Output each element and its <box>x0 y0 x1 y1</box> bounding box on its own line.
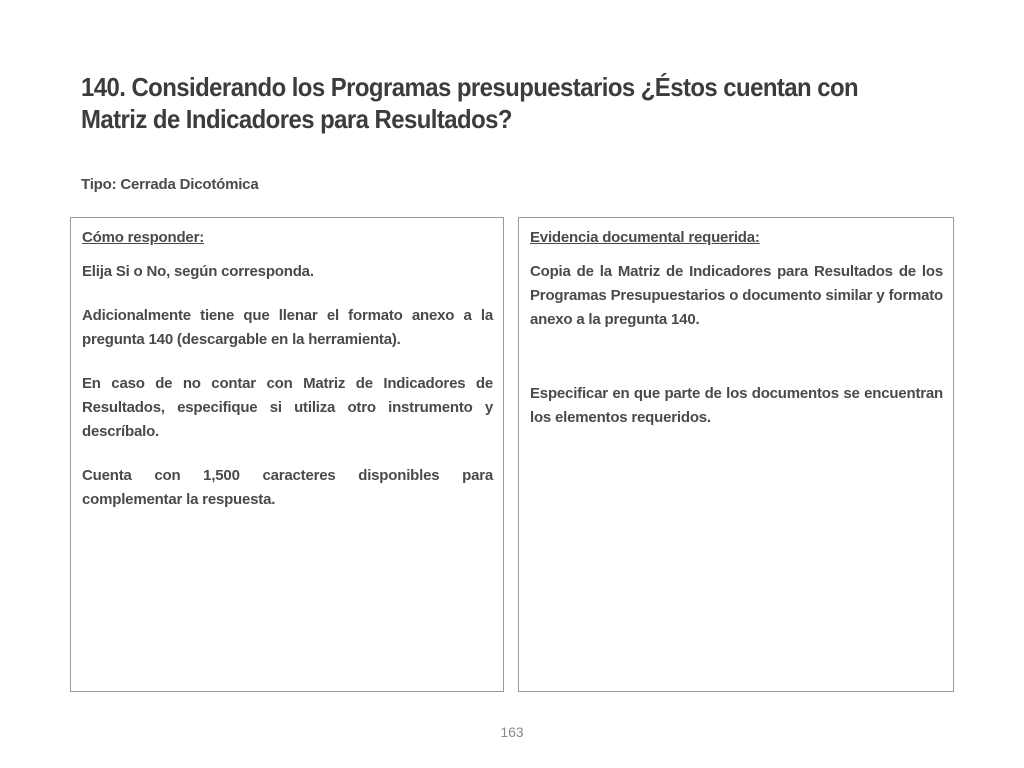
required-evidence-paragraph: Especificar en que parte de los documentos se encuentran los elementos requeridos. <box>530 385 943 426</box>
how-to-answer-paragraph: Adicionalmente tiene que llenar el formato anexo a la pregunta 140 (descargable en la herramienta). <box>82 307 493 348</box>
required-evidence-panel <box>518 217 954 692</box>
how-to-answer-paragraph: Elija Si o No, según corresponda. <box>82 263 314 280</box>
how-to-answer-paragraph: En caso de no contar con Matriz de Indicadores de Resultados, especifique si utiliza otro instrumento y descríbalo. <box>82 375 493 440</box>
page-number: 163 <box>500 724 524 740</box>
how-to-answer-heading: Cómo responder: <box>82 229 205 246</box>
required-evidence-heading: Evidencia documental requerida: <box>530 229 760 246</box>
how-to-answer-paragraph: Cuenta con 1,500 caracteres disponibles para complementar la respuesta. <box>82 467 493 508</box>
question-title: 140. Considerando los Programas presupuestarios ¿Éstos cuentan con Matriz de Indicadores para Resultados? <box>81 72 859 134</box>
required-evidence-paragraph: Copia de la Matriz de Indicadores para Resultados de los Programas Presupuestarios o documento similar y formato anexo a la pregunta 140. <box>530 263 943 328</box>
question-type: Tipo: Cerrada Dicotómica <box>81 176 259 193</box>
how-to-answer-panel <box>70 217 504 692</box>
